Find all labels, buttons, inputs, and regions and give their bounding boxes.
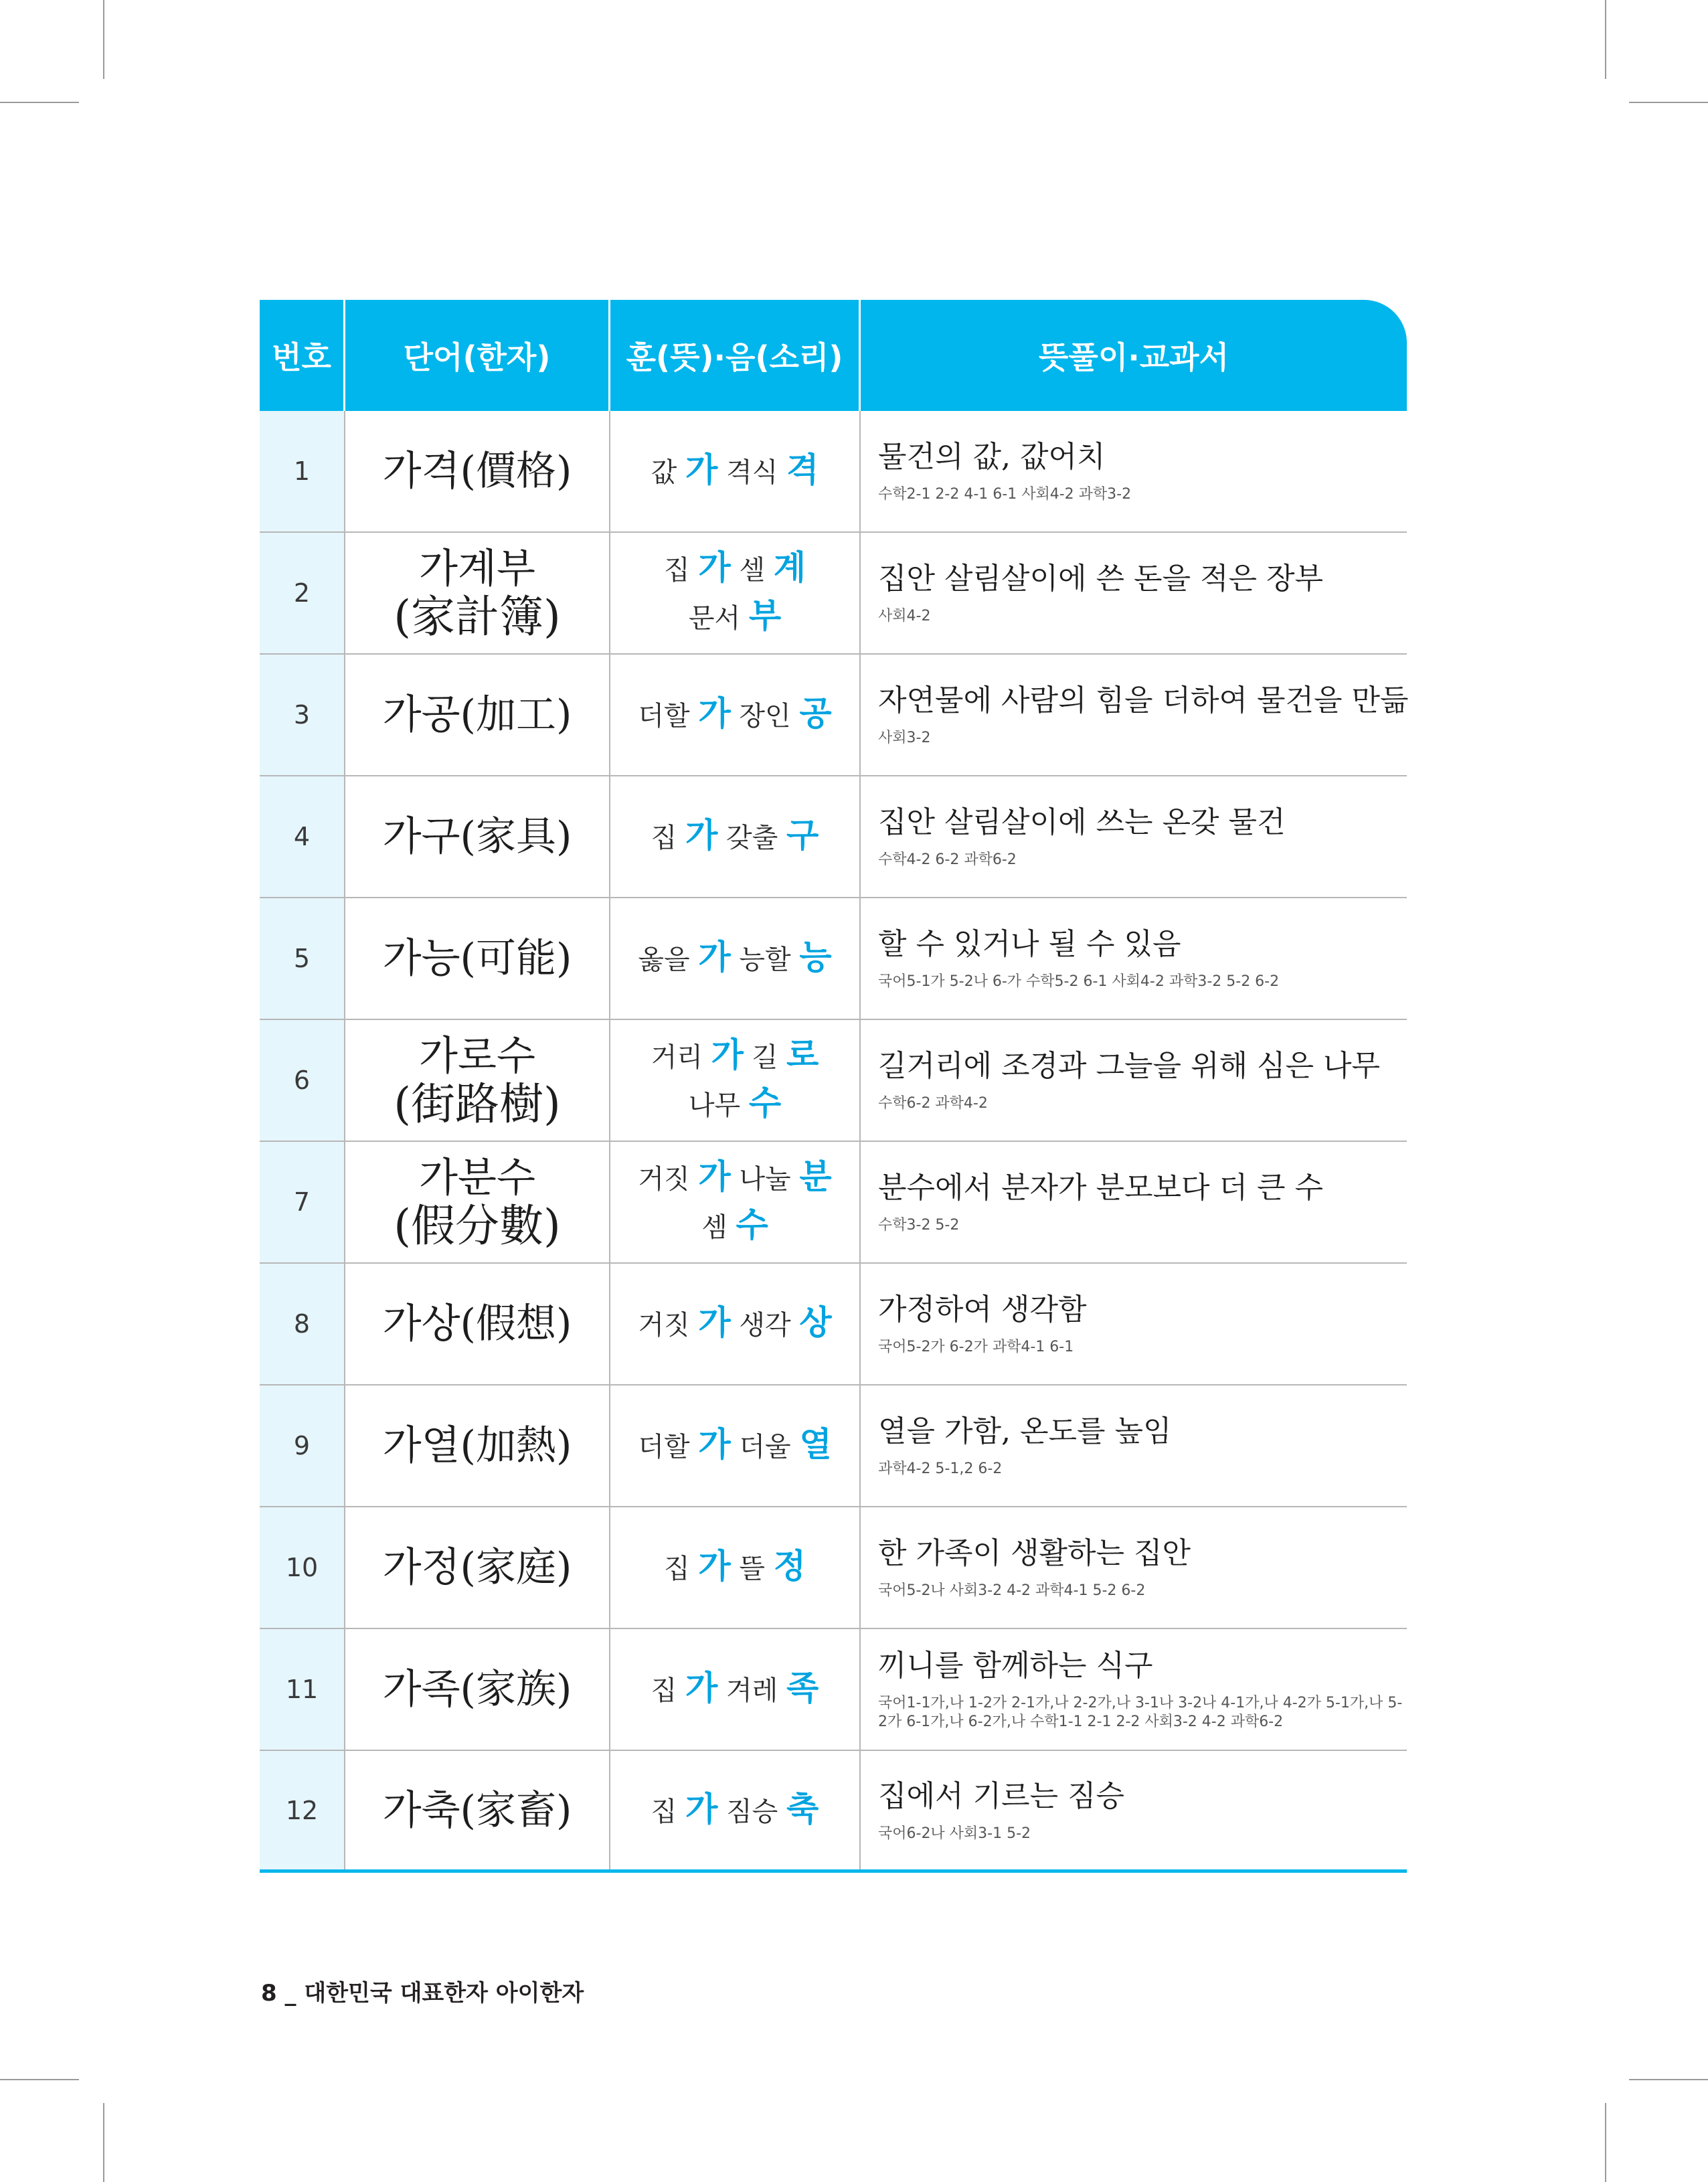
eum-sound: 족 xyxy=(786,1669,819,1707)
crop-mark xyxy=(1629,102,1708,103)
eum-sound: 로 xyxy=(786,1035,819,1074)
word-cell xyxy=(345,411,610,531)
table-row xyxy=(260,1020,1407,1142)
table-row xyxy=(260,776,1407,898)
word-hanja: (家計簿) xyxy=(394,591,561,643)
hanja-vocabulary-table xyxy=(260,300,1407,1873)
eum-sound: 분 xyxy=(799,1157,832,1196)
hun-meaning: 거짓 xyxy=(638,1164,699,1195)
word-text: 가분수 xyxy=(419,1155,535,1201)
meaning-text: 집안 살림살이에 쓰는 온갖 물건 xyxy=(878,805,1286,839)
textbook-reference: 수학4-2 6-2 과학6-2 xyxy=(878,851,1017,868)
hun-meaning: 더할 xyxy=(638,701,699,732)
word-text: 가능(可能) xyxy=(382,935,572,982)
hun-eum-cell xyxy=(610,1264,861,1384)
row-number: 10 xyxy=(260,1507,345,1628)
word-cell xyxy=(345,1751,610,1869)
hun-meaning: 더울 xyxy=(730,1432,800,1462)
word-cell xyxy=(345,655,610,775)
hun-meaning: 거짓 xyxy=(638,1310,699,1341)
word-text: 가정(家庭) xyxy=(382,1544,572,1591)
eum-sound: 가 xyxy=(711,1035,744,1074)
book-title: 대한민국 대표한자 아이한자 xyxy=(304,1980,584,2007)
hun-eum-cell xyxy=(610,776,861,897)
meaning-cell xyxy=(861,1142,1407,1262)
hun-eum-line xyxy=(651,1032,819,1080)
word-cell xyxy=(345,1264,610,1384)
hun-eum-line xyxy=(651,447,819,495)
hun-meaning: 길 xyxy=(743,1042,787,1073)
table-row xyxy=(260,1751,1407,1873)
hun-eum-cell xyxy=(610,411,861,531)
textbook-reference: 과학4-2 5-1,2 6-2 xyxy=(878,1460,1003,1477)
page-footer xyxy=(261,1975,584,2007)
word-cell xyxy=(345,898,610,1019)
hun-eum-line xyxy=(651,813,819,861)
table-header xyxy=(260,300,1407,411)
meaning-text: 집안 살림살이에 쓴 돈을 적은 장부 xyxy=(878,562,1323,596)
hun-meaning: 문서 xyxy=(688,603,749,634)
hun-eum-line xyxy=(638,1154,831,1202)
header-number: 번호 xyxy=(260,300,345,411)
word-text: 가공(加工) xyxy=(382,691,572,738)
header-word: 단어(한자) xyxy=(345,300,610,411)
eum-sound: 수 xyxy=(736,1205,768,1244)
meaning-text: 한 가족이 생활하는 집안 xyxy=(878,1536,1191,1570)
word-text: 가열(加熱) xyxy=(382,1422,572,1469)
word-cell xyxy=(345,1507,610,1628)
hun-meaning: 거리 xyxy=(651,1042,711,1073)
crop-mark xyxy=(0,102,79,103)
hun-eum-line xyxy=(701,1202,768,1250)
hun-eum-line xyxy=(651,1665,819,1713)
textbook-reference: 국어5-2가 6-2가 과학4-1 6-1 xyxy=(878,1339,1074,1355)
textbook-reference: 사회4-2 xyxy=(878,608,931,624)
table-row xyxy=(260,411,1407,533)
meaning-cell xyxy=(861,1264,1407,1384)
textbook-reference: 수학2-1 2-2 4-1 6-1 사회4-2 과학3-2 xyxy=(878,486,1132,503)
meaning-text: 할 수 있거나 될 수 있음 xyxy=(878,927,1181,961)
word-text: 가구(家具) xyxy=(382,813,572,860)
hun-meaning: 집 xyxy=(651,823,685,853)
textbook-reference: 수학6-2 과학4-2 xyxy=(878,1095,988,1112)
crop-mark xyxy=(103,2103,104,2182)
meaning-cell xyxy=(861,411,1407,531)
word-cell xyxy=(345,776,610,897)
hun-meaning: 나눌 xyxy=(730,1164,800,1195)
hun-meaning: 셈 xyxy=(701,1212,736,1243)
eum-sound: 가 xyxy=(685,1789,718,1829)
eum-sound: 부 xyxy=(748,596,782,635)
hun-meaning: 나무 xyxy=(688,1090,749,1121)
word-cell xyxy=(345,1142,610,1262)
crop-mark xyxy=(1605,0,1606,79)
eum-sound: 축 xyxy=(786,1789,819,1829)
eum-sound: 공 xyxy=(799,694,832,733)
word-cell xyxy=(345,533,610,653)
table-row xyxy=(260,1507,1407,1629)
meaning-text: 물건의 값, 값어치 xyxy=(878,440,1106,474)
hun-eum-line xyxy=(664,545,806,593)
eum-sound: 구 xyxy=(786,816,819,855)
meaning-cell xyxy=(861,776,1407,897)
hun-eum-cell xyxy=(610,898,861,1019)
hun-meaning: 집 xyxy=(651,1675,685,1706)
table-row xyxy=(260,898,1407,1020)
meaning-cell xyxy=(861,1020,1407,1141)
hun-meaning: 생각 xyxy=(730,1310,800,1341)
row-number: 1 xyxy=(260,411,345,531)
hun-eum-cell xyxy=(610,1751,861,1869)
eum-sound: 계 xyxy=(773,548,806,587)
textbook-reference: 수학3-2 5-2 xyxy=(878,1217,960,1234)
word-hanja: (假分數) xyxy=(394,1200,561,1252)
table-row xyxy=(260,533,1407,655)
hun-eum-line xyxy=(664,1543,806,1592)
hun-meaning: 셀 xyxy=(730,555,774,586)
eum-sound: 정 xyxy=(773,1547,806,1586)
eum-sound: 가 xyxy=(698,548,731,587)
eum-sound: 수 xyxy=(748,1084,782,1122)
crop-mark xyxy=(103,0,104,79)
page-number: 8 xyxy=(261,1980,277,2007)
word-cell xyxy=(345,1020,610,1141)
row-number: 11 xyxy=(260,1629,345,1750)
row-number: 12 xyxy=(260,1751,345,1869)
hun-eum-cell xyxy=(610,1386,861,1506)
meaning-text: 집에서 기르는 짐승 xyxy=(878,1778,1125,1813)
hun-meaning: 장인 xyxy=(730,701,800,732)
row-number: 6 xyxy=(260,1020,345,1141)
eum-sound: 열 xyxy=(799,1425,832,1464)
eum-sound: 상 xyxy=(799,1303,832,1342)
eum-sound: 가 xyxy=(685,1669,718,1707)
meaning-text: 자연물에 사람의 힘을 더하여 물건을 만듦 xyxy=(878,683,1409,718)
crop-mark xyxy=(1629,2079,1708,2080)
table-body xyxy=(260,411,1407,1873)
meaning-cell xyxy=(861,533,1407,653)
footer-separator: _ xyxy=(284,1980,296,2007)
meaning-text: 분수에서 분자가 분모보다 더 큰 수 xyxy=(878,1171,1323,1205)
hun-eum-line xyxy=(638,934,831,983)
word-text: 가로수 xyxy=(419,1033,535,1080)
meaning-cell xyxy=(861,1629,1407,1750)
row-number: 7 xyxy=(260,1142,345,1262)
crop-mark xyxy=(0,2079,79,2080)
eum-sound: 가 xyxy=(698,1157,731,1196)
row-number: 9 xyxy=(260,1386,345,1506)
eum-sound: 가 xyxy=(685,450,718,489)
hun-eum-cell xyxy=(610,655,861,775)
table-row xyxy=(260,1386,1407,1507)
hun-meaning: 뜰 xyxy=(730,1554,774,1584)
textbook-reference: 사회3-2 xyxy=(878,730,931,746)
eum-sound: 가 xyxy=(698,938,731,977)
row-number: 3 xyxy=(260,655,345,775)
crop-mark xyxy=(1605,2103,1606,2182)
textbook-reference: 국어5-2나 사회3-2 4-2 과학4-1 5-2 6-2 xyxy=(878,1582,1146,1599)
hun-eum-cell xyxy=(610,1507,861,1628)
hun-meaning: 갖출 xyxy=(717,823,787,853)
hun-eum-cell xyxy=(610,1020,861,1141)
header-meaning: 뜻풀이·교과서 xyxy=(1038,339,1229,375)
hun-meaning: 값 xyxy=(651,457,685,488)
row-number: 4 xyxy=(260,776,345,897)
meaning-text: 길거리에 조경과 그늘을 위해 심은 나무 xyxy=(878,1049,1380,1083)
word-text: 가축(家畜) xyxy=(382,1786,572,1834)
header-hun-eum: 훈(뜻)·음(소리) xyxy=(610,300,861,411)
eum-sound: 가 xyxy=(698,694,731,733)
hun-eum-line xyxy=(638,1422,831,1470)
meaning-text: 가정하여 생각함 xyxy=(878,1292,1087,1327)
hun-meaning: 격식 xyxy=(717,457,787,488)
row-number: 2 xyxy=(260,533,345,653)
eum-sound: 격 xyxy=(786,450,819,489)
textbook-reference: 국어5-1가 5-2나 6-가 수학5-2 6-1 사회4-2 과학3-2 5-2 6-2 xyxy=(878,973,1280,990)
textbook-reference: 국어1-1가,나 1-2가 2-1가,나 2-2가,나 3-1나 3-2나 4-1가,나 4-2가 5-1가,나 5-2가 6-1가,나 6-2가,나 수학1-1 2-1 2-2 사회3-2 4-2 과학6-2 xyxy=(878,1695,1403,1730)
eum-sound: 가 xyxy=(698,1425,731,1464)
meaning-cell xyxy=(861,1507,1407,1628)
hun-eum-cell xyxy=(610,1142,861,1262)
row-number: 8 xyxy=(260,1264,345,1384)
table-row xyxy=(260,655,1407,776)
hun-meaning: 옳을 xyxy=(638,944,699,975)
hun-meaning: 더할 xyxy=(638,1432,699,1462)
hun-meaning: 집 xyxy=(663,1554,699,1584)
word-text: 가상(假想) xyxy=(382,1300,572,1347)
hun-meaning: 집 xyxy=(651,1796,685,1827)
textbook-reference: 국어6-2나 사회3-1 5-2 xyxy=(878,1825,1031,1842)
meaning-cell xyxy=(861,1386,1407,1506)
word-text: 가계부 xyxy=(419,546,535,592)
hun-eum-line xyxy=(689,593,781,641)
hun-meaning: 집 xyxy=(663,555,699,586)
hun-meaning: 능할 xyxy=(730,944,800,975)
hun-eum-cell xyxy=(610,533,861,653)
meaning-cell xyxy=(861,898,1407,1019)
word-text: 가족(家族) xyxy=(382,1666,572,1713)
hun-eum-line xyxy=(638,1300,831,1348)
eum-sound: 가 xyxy=(698,1547,731,1586)
meaning-cell xyxy=(861,655,1407,775)
meaning-cell xyxy=(861,1751,1407,1869)
word-hanja: (街路樹) xyxy=(394,1078,561,1130)
hun-eum-line xyxy=(689,1080,781,1128)
meaning-text: 열을 가함, 온도를 높임 xyxy=(878,1414,1172,1448)
word-cell xyxy=(345,1629,610,1750)
hun-eum-line xyxy=(651,1786,819,1835)
hun-eum-cell xyxy=(610,1629,861,1750)
table-row xyxy=(260,1264,1407,1386)
eum-sound: 가 xyxy=(685,816,718,855)
meaning-text: 끼니를 함께하는 식구 xyxy=(878,1649,1153,1683)
eum-sound: 능 xyxy=(799,938,832,977)
word-text: 가격(價格) xyxy=(382,448,572,495)
hun-meaning: 짐승 xyxy=(717,1796,787,1827)
table-row xyxy=(260,1629,1407,1751)
word-cell xyxy=(345,1386,610,1506)
hun-meaning: 겨레 xyxy=(717,1675,787,1706)
eum-sound: 가 xyxy=(698,1303,731,1342)
hun-eum-line xyxy=(638,691,831,739)
table-row xyxy=(260,1142,1407,1264)
row-number: 5 xyxy=(260,898,345,1019)
